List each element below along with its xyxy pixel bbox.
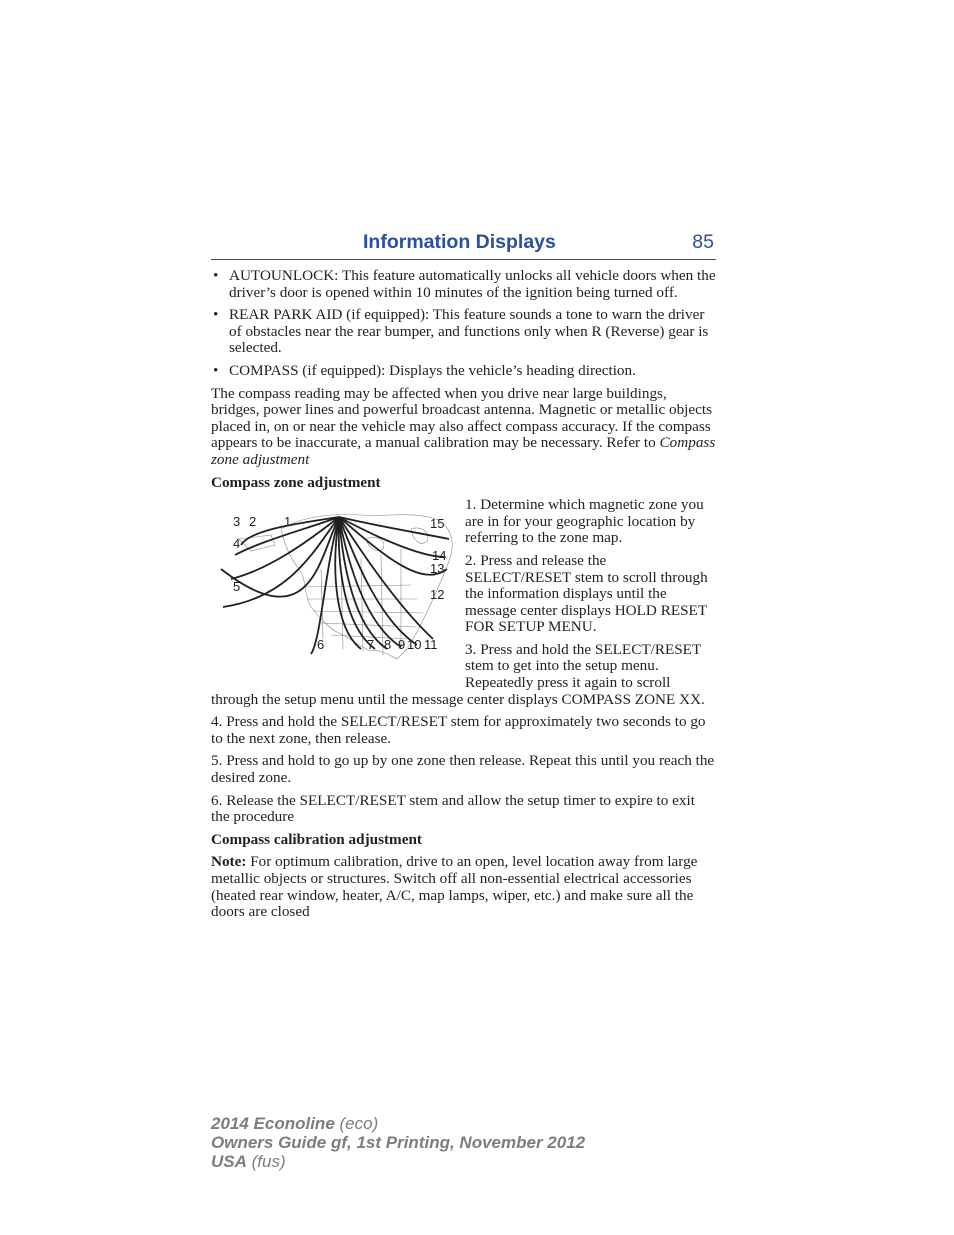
zone-label-14: 14 [432, 548, 447, 564]
calibration-note [211, 854, 716, 920]
footer-guide: Owners Guide gf, 1st Printing, November 2012 [211, 1133, 586, 1152]
bullet-text: AUTOUNLOCK: This feature automatically unlocks all vehicle doors when the driver’s door is opened within 10 minutes of the ignition being turned off. [229, 267, 716, 301]
zone-step-6: 6. Release the SELECT/RESET stem and allow the setup timer to expire to exit the procedure [211, 791, 695, 826]
zone-adjustment-heading: Compass zone adjustment [211, 473, 381, 491]
bullet-dot: • [213, 306, 219, 324]
footer-line-3 [211, 1152, 585, 1171]
page-footer [211, 1114, 585, 1171]
zone-label-8: 8 [384, 637, 392, 653]
zone-step-4: 4. Press and hold the SELECT/RESET stem for approximately two seconds to go to the next zone, then release. [211, 713, 706, 747]
header-rule [211, 259, 716, 260]
zone-label-5: 5 [233, 579, 241, 595]
bullet-text: COMPASS (if equipped): Displays the vehicle’s heading direction. [229, 361, 636, 379]
footer-line-1 [211, 1114, 585, 1133]
zone-label-11: 11 [424, 637, 438, 653]
footer-model-code: (eco) [334, 1114, 379, 1133]
zone-label-12: 12 [430, 587, 445, 603]
zone-step-2: 2. Press and release the SELECT/RESET stem to scroll through the information displays until the message center displays HOLD RESET FOR SETUP MENU. [465, 551, 708, 636]
bullet-item-compass [211, 363, 716, 380]
section-title: Information Displays [363, 231, 556, 253]
bullet-dot: • [213, 361, 219, 379]
page-content [211, 268, 716, 927]
footer-model: 2014 Econoline [211, 1114, 335, 1133]
zone-label-7: 7 [367, 637, 375, 653]
footer-market: USA [211, 1152, 247, 1171]
zone-label-13: 13 [430, 561, 445, 577]
zone-label-9: 9 [398, 637, 406, 653]
intro-text: The compass reading may be affected when you drive near large buildings, bridges, power lines and powerful broadcast antenna. Magnetic or metallic objects placed in, on or near the vehicle may also affect compass accuracy. If the compass appears to be inaccurate, a manual calibration may be necessary. Refer to [211, 384, 713, 452]
page-number: 85 [692, 231, 714, 253]
zone-step-1: 1. Determine which magnetic zone you are in for your geographic location by referring to the zone map. [465, 496, 704, 547]
zone-step-5: 5. Press and hold to go up by one zone then release. Repeat this until you reach the desired zone. [211, 752, 715, 787]
note-text: For optimum calibration, drive to an open, level location away from large metallic objects or structures. Switch off all non-essential electrical accessories (heated rear window, heater, A/C, map lamps, wiper, etc.) and make sure all the doors are closed [211, 853, 698, 921]
zone-label-4: 4 [233, 536, 241, 552]
page-header [211, 229, 716, 259]
zone-numbers [233, 514, 446, 652]
footer-market-code: (fus) [246, 1152, 286, 1171]
zone-label-2: 2 [249, 514, 257, 530]
zone-label-15: 15 [430, 516, 445, 532]
bullet-item-rear-park-aid [211, 307, 716, 357]
bullet-item-autounlock [211, 268, 716, 301]
calibration-heading: Compass calibration adjustment [211, 830, 422, 848]
zone-label-6: 6 [317, 637, 325, 653]
footer-line-2 [211, 1133, 585, 1152]
bullet-text: REAR PARK AID (if equipped): This feature sounds a tone to warn the driver of obstacles near the rear bumper, and functions only when R (Reverse) gear is selected. [229, 306, 709, 357]
zone-lines [221, 517, 449, 654]
intro-paragraph [211, 386, 716, 469]
zone-label-1: 1 [284, 514, 292, 530]
compass-zone-map [211, 499, 459, 679]
zone-label-10: 10 [407, 637, 422, 653]
note-label: Note: [211, 853, 247, 871]
zone-label-3: 3 [233, 514, 241, 530]
intro-reference: Compass zone adjustment [211, 434, 716, 468]
zone-step-3: 3. Press and hold the SELECT/RESET stem to get into the setup menu. Repeatedly press it again to scroll through the setup menu until the message center displays COMPASS ZONE XX. [211, 640, 705, 708]
bullet-dot: • [213, 267, 219, 284]
